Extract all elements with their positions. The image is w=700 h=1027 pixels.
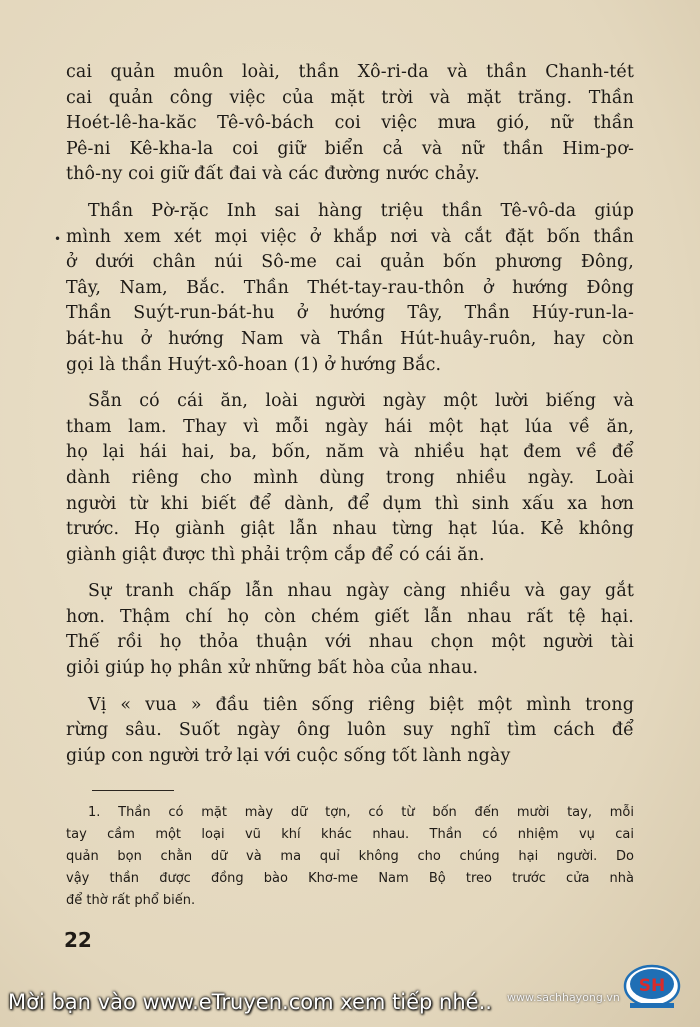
text-line: ở dưới chân núi Sô-me cai quản bốn phương Đông,	[66, 252, 634, 273]
text-line: Pê-ni Kê-kha-la coi giữ biển cả và nữ thần Him-pơ-	[66, 138, 634, 159]
text-line: Tây, Nam, Bắc. Thần Thét-tay-rau-thôn ở hướng Đông	[66, 277, 634, 298]
paragraph	[66, 693, 634, 770]
footnote-divider	[92, 790, 174, 791]
text-line: Hoét-lê-ha-kăc Tê-vô-bách coi việc mưa gió, nữ thần	[66, 113, 634, 134]
text-line: trước. Họ giành giật lẫn nhau từng hạt lúa. Kẻ không	[66, 519, 634, 540]
promo-banner-link[interactable]: Mời bạn vào www.eTruyen.com xem tiếp nhé..	[8, 990, 492, 1014]
paragraph	[66, 389, 634, 568]
footnote-line: 1. Thần có mặt mày dữ tợn, có từ bốn đến mười tay, mỗi	[88, 805, 634, 820]
text-line: giúp con người trở lại với cuộc sống tốt lành ngày	[66, 745, 511, 766]
footnote-line: để thờ rất phổ biến.	[66, 893, 196, 908]
text-line: cai quản muôn loài, thần Xô-ri-da và thần Chanh-tét	[66, 62, 634, 82]
text-line: Sự tranh chấp lẫn nhau ngày càng nhiều và gay gắt	[88, 581, 634, 602]
text-line: Thế rồi họ thỏa thuận với nhau chọn một người tài	[66, 632, 634, 653]
footnote	[66, 802, 634, 912]
text-line: thô-ny coi giữ đất đai và các đường nước chảy.	[66, 164, 480, 185]
footnote-line: tay cầm một loại vũ khí khác nhau. Thần có nhiệm vụ cai	[66, 827, 634, 842]
text-line: bát-hu ở hướng Nam và Thần Hút-huây-ruôn, hay còn	[66, 328, 634, 349]
text-line: giỏi giúp họ phân xử những bất hòa của nhau.	[66, 658, 479, 679]
text-line: mình xem xét mọi việc ở khắp nơi và cắt đặt bốn thần	[66, 226, 634, 247]
paragraph	[66, 60, 634, 188]
text-line: rừng sâu. Suốt ngày ông luôn suy nghĩ tìm cách để	[66, 720, 634, 741]
text-line: Thần Pờ-rặc Inh sai hàng triệu thần Tê-vô-da giúp	[88, 200, 634, 221]
text-line: hơn. Thậm chí họ còn chém giết lẫn nhau rất tệ hại.	[66, 606, 634, 627]
text-line: dành riêng cho mình dùng trong nhiều ngày. Loài	[66, 467, 634, 488]
text-line: tham lam. Thay vì mỗi ngày hái một hạt lúa về ăn,	[66, 416, 634, 437]
text-line: gọi là thần Huýt-xô-hoan (1) ở hướng Bắc.	[66, 354, 442, 375]
paragraph	[66, 199, 634, 378]
text-line: Vị « vua » đầu tiên sống riêng biệt một mình trong	[88, 694, 634, 715]
publisher-logo	[621, 962, 683, 1012]
logo-lettering: SH	[638, 976, 666, 996]
text-line: Thần Suýt-run-bát-hu ở hướng Tây, Thần Húy-run-la-	[66, 303, 634, 324]
text-line: cai quản công việc của mặt trời và mặt trăng. Thần	[66, 87, 634, 108]
watermark-url: www.sachhayong.vn	[507, 991, 620, 1004]
text-line: Sẵn có cái ăn, loài người ngày một lười biếng và	[88, 391, 634, 412]
page-number: 22	[64, 928, 92, 952]
footnote-line: quản bọn chằn dữ và ma quỉ không cho chúng hại người. Do	[66, 849, 634, 864]
paragraph	[66, 579, 634, 681]
text-line: người từ khi biết để dành, để dụm thì sinh xấu xa hơn	[66, 493, 634, 514]
footnote-line: vậy thần được đồng bào Khơ-me Nam Bộ treo trước cửa nhà	[66, 871, 634, 886]
margin-mark: •	[54, 232, 62, 246]
text-line: họ lại hái hai, ba, bốn, năm và nhiều hạt đem về để	[66, 442, 634, 463]
text-line: giành giật được thì phải trộm cắp để có cái ăn.	[66, 544, 485, 565]
main-text	[66, 60, 634, 780]
